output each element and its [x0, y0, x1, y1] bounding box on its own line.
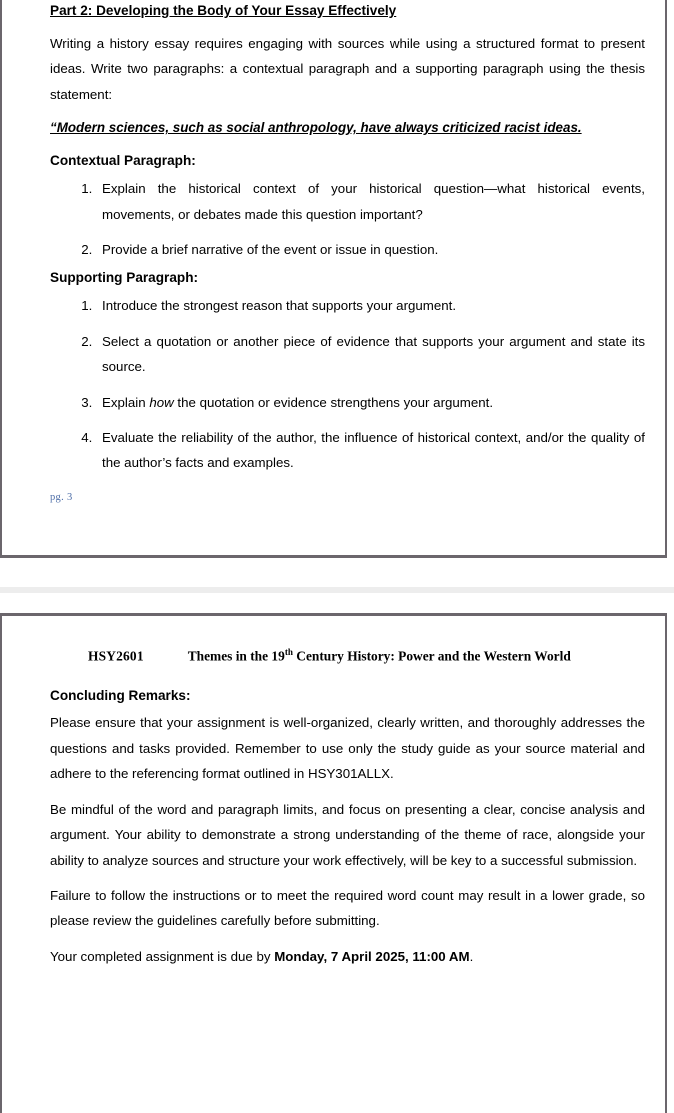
due-date-prefix: Your completed assignment is due by	[50, 948, 275, 964]
page-number-footer: pg. 3	[50, 491, 73, 503]
intro-paragraph: Writing a history essay requires engaging with sources while using a structured format to present ideas. Write two paragraphs: a contextual paragraph and a supporting paragraph using the thesis statement:	[50, 36, 645, 102]
supporting-paragraph-heading: Supporting Paragraph:	[50, 270, 199, 286]
list-item	[96, 425, 647, 476]
list-item-text: Introduce the strongest reason that supports your argument.	[102, 298, 457, 314]
document-page-2	[0, 613, 667, 1113]
running-header	[50, 616, 647, 666]
document-page-1	[0, 0, 667, 558]
list-item: 1. Explain the historical context of your historical question—what historical events, movements, or debates made this question important?	[96, 176, 647, 227]
page-2-body	[50, 666, 647, 969]
concluding-paragraph-3: Failure to follow the instructions or to meet the required word count may result in a lower grade, so please review the guidelines carefully before submitting.	[50, 887, 645, 929]
page-separator-band	[0, 587, 674, 593]
due-date-paragraph	[50, 944, 647, 969]
concluding-paragraph-2: Be mindful of the word and paragraph limits, and focus on presenting a clear, concise analysis and argument. Your ability to demonstrate a strong understanding of the theme of race, alongside your ability to analyze sources and structure your work effectively, will be key to a successful submission.	[50, 801, 645, 868]
concluding-remarks-heading: Concluding Remarks:	[50, 688, 191, 704]
list-item: 2. Provide a brief narrative of the event or issue in question.	[96, 237, 647, 262]
thesis-statement: “Modern sciences, such as social anthropology, have always criticized racist ideas.	[50, 120, 582, 136]
course-code: HSY2601	[88, 648, 144, 664]
list-item	[96, 293, 647, 318]
list-item-text: Select a quotation or another piece of evidence that supports your argument and state its source.	[102, 333, 645, 375]
page-1-content	[2, 0, 665, 503]
list-item-text: Explain	[102, 394, 150, 410]
concluding-paragraph-1: Please ensure that your assignment is well-organized, clearly written, and thoroughly addresses the questions and tasks provided. Remember to use only the study guide as your source material and adhere to the referencing format outlined in HSY301ALLX.	[50, 715, 645, 782]
page-2-content	[2, 616, 665, 969]
list-item	[96, 329, 647, 380]
course-title-after: Century History: Power and the Western World	[292, 648, 571, 664]
part-2-heading: Part 2: Developing the Body of Your Essay Effectively	[50, 3, 397, 18]
list-item	[96, 390, 647, 415]
supporting-paragraph-list	[50, 293, 647, 475]
due-date-suffix: .	[469, 948, 474, 964]
contextual-paragraph-list	[50, 176, 647, 262]
course-title-before: Themes in the 19	[187, 648, 285, 664]
list-item-text-tail: the quotation or evidence strengthens your argument.	[173, 394, 494, 410]
contextual-paragraph-heading: Contextual Paragraph:	[50, 153, 196, 169]
list-item-text: Evaluate the reliability of the author, the influence of historical context, and/or the quality of the author’s facts and examples.	[102, 430, 645, 471]
list-item-emphasis: how	[149, 394, 174, 410]
ordinal-suffix: th	[284, 647, 293, 657]
due-date-value: Monday, 7 April 2025, 11:00 AM	[274, 948, 470, 964]
